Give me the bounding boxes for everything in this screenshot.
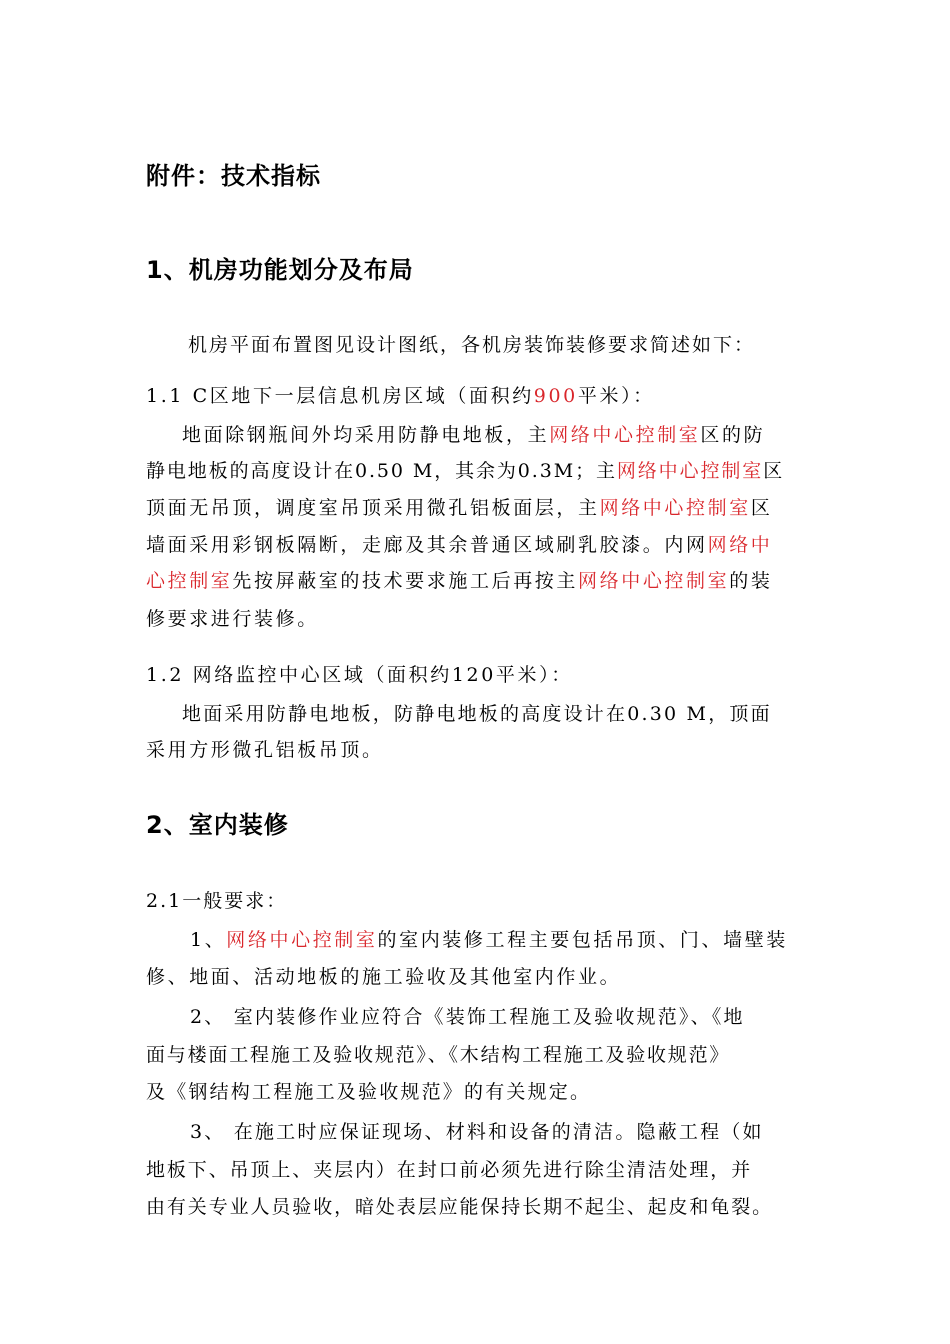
paragraph-line: 地面除钢瓶间外均采用防静电地板，主网络中心控制室区的防: [182, 424, 766, 446]
section-1-heading: 1、机房功能划分及布局: [146, 256, 414, 284]
paragraph-line: 及《钢结构工程施工及验收规范》的有关规定。: [146, 1081, 592, 1103]
subsection-2-1-title: 2.1一般要求：: [146, 890, 288, 912]
paragraph-line: 地板下、吊顶上、夹层内）在封口前必须先进行除尘清洁处理，并: [146, 1159, 753, 1181]
paragraph-line: 3、 在施工时应保证现场、材料和设备的清洁。隐蔽工程（如: [190, 1121, 764, 1143]
paragraph-line: 由有关专业人员验收，暗处表层应能保持长期不起尘、起皮和龟裂。: [146, 1196, 774, 1218]
paragraph-line: 地面采用防静电地板，防静电地板的高度设计在0.30 M，顶面: [182, 703, 772, 725]
paragraph-line: 墙面采用彩钢板隔断，走廊及其余普通区域刷乳胶漆。内网网络中: [146, 534, 773, 556]
subsection-1-1-title: 1.1 C区地下一层信息机房区域（面积约900平米）：: [146, 385, 655, 407]
section-2-heading: 2、室内装修: [146, 811, 289, 839]
paragraph-line: 2、 室内装修作业应符合《装饰工程施工及验收规范》、《地: [190, 1006, 745, 1028]
paragraph-line: 修、地面、活动地板的施工验收及其他室内作业。: [146, 966, 622, 988]
paragraph-line: 心控制室先按屏蔽室的技术要求施工后再按主网络中心控制室的装: [146, 570, 773, 592]
paragraph-line: 修要求进行装修。: [146, 608, 319, 630]
paragraph-line: 静电地板的高度设计在0.50 M，其余为0.3M；主网络中心控制室区: [146, 460, 785, 482]
paragraph-line: 面与楼面工程施工及验收规范》、《木结构工程施工及验收规范》: [146, 1044, 731, 1066]
section-1-intro: 机房平面布置图见设计图纸，各机房装饰装修要求简述如下：: [188, 334, 756, 356]
document-title: 附件：技术指标: [146, 162, 321, 190]
subsection-1-2-title: 1.2 网络监控中心区域（面积约120平米）：: [146, 664, 573, 686]
paragraph-line: 1、网络中心控制室的室内装修工程主要包括吊顶、门、墙壁装: [190, 929, 788, 951]
paragraph-line: 顶面无吊顶，调度室吊顶采用微孔铝板面层，主网络中心控制室区: [146, 497, 773, 519]
paragraph-line: 采用方形微孔铝板吊顶。: [146, 739, 384, 761]
